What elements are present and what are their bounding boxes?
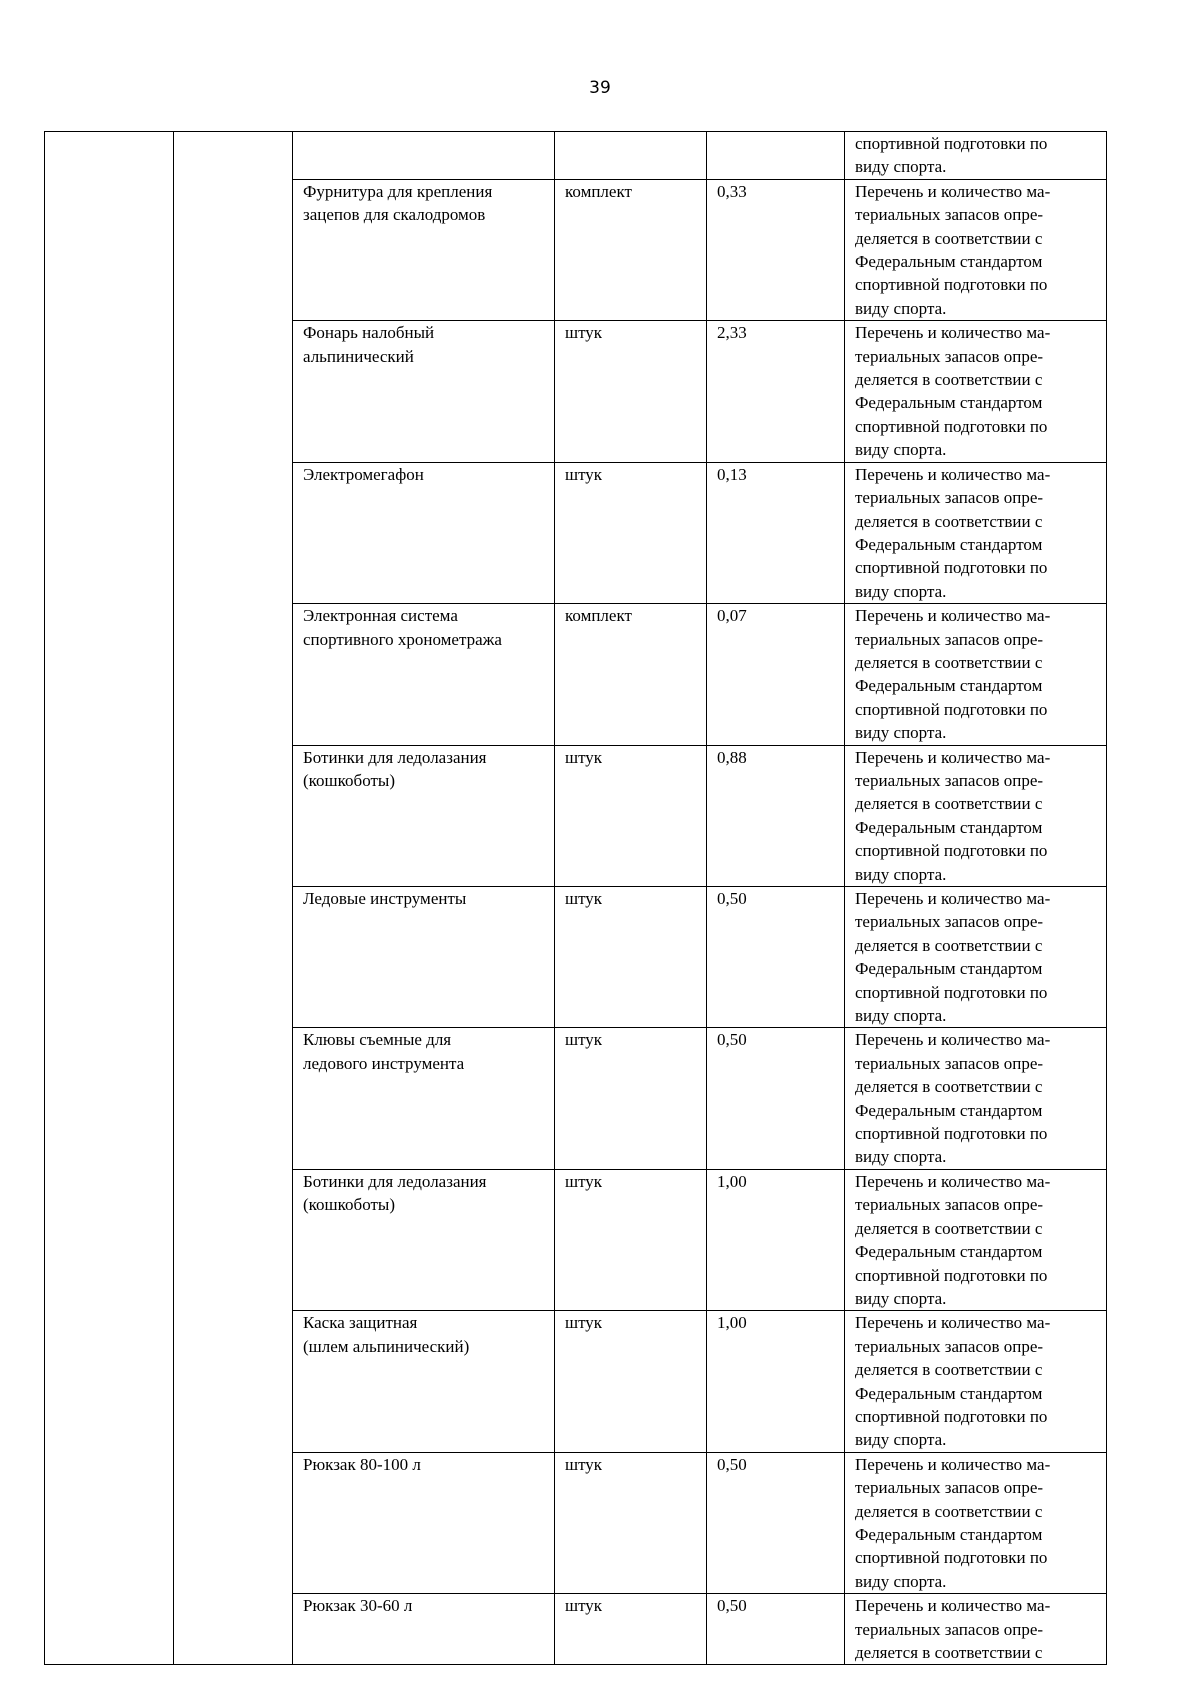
note-line: спортивной подготовки по (855, 134, 1048, 153)
note-line: деляется в соответствии с (855, 228, 1043, 248)
table-row-continuation (45, 132, 1107, 180)
note-line: спортивной подготовки по (855, 841, 1048, 861)
note-cell (845, 1311, 1107, 1452)
note-line: териальных запасов опре- (855, 346, 1044, 366)
note-line: Перечень и количество ма- (855, 323, 1051, 343)
name-line: спортивного хронометража (303, 629, 502, 649)
name-cell (293, 1594, 555, 1665)
note-line: Федеральным стандартом (855, 252, 1043, 272)
name-line: Рюкзак 80-100 л (303, 1454, 421, 1474)
note-line: териальных запасов опре- (855, 1619, 1044, 1639)
name-line: (кошкоботы) (303, 1195, 395, 1215)
note-cell (845, 179, 1107, 320)
unit-cell: штук (555, 1594, 707, 1665)
name-line: (шлем альпинический) (303, 1336, 470, 1356)
note-line: виду спорта. (855, 864, 947, 884)
note-cell (845, 132, 1107, 180)
note-line: Перечень и количество ма- (855, 1313, 1051, 1333)
name-line: зацепов для скалодромов (303, 205, 486, 225)
note-line: териальных запасов опре- (855, 488, 1044, 508)
name-line: (кошкоботы) (303, 770, 395, 790)
note-cell (845, 1452, 1107, 1593)
note-cell (845, 745, 1107, 886)
note-line: виду спорта. (855, 1571, 947, 1591)
unit-cell: штук (555, 1169, 707, 1310)
qty-cell: 0,13 (707, 462, 845, 603)
qty-cell: 2,33 (707, 321, 845, 462)
note-line: Федеральным стандартом (855, 1383, 1043, 1403)
note-line: виду спорта. (855, 723, 947, 743)
name-cell (293, 321, 555, 462)
note-line: спортивной подготовки по (855, 1406, 1048, 1426)
note-line: виду спорта. (855, 1006, 947, 1026)
qty-cell: 0,07 (707, 604, 845, 745)
qty-cell: 1,00 (707, 1169, 845, 1310)
qty-cell: 0,50 (707, 1452, 845, 1593)
name-line: Электромегафон (303, 464, 424, 484)
note-line: деляется в соответствии с (855, 370, 1043, 390)
note-line: деляется в соответствии с (855, 1360, 1043, 1380)
unit-cell (555, 132, 707, 180)
note-line: Перечень и количество ма- (855, 1030, 1051, 1050)
name-line: Фонарь налобный (303, 323, 435, 343)
note-line: Перечень и количество ма- (855, 1596, 1051, 1616)
name-cell (293, 462, 555, 603)
name-cell (293, 1169, 555, 1310)
note-line: Федеральным стандартом (855, 1100, 1043, 1120)
unit-cell: штук (555, 745, 707, 886)
note-cell (845, 604, 1107, 745)
name-line: Клювы съемные для (303, 1030, 452, 1050)
note-line: виду спорта. (855, 298, 947, 318)
note-line: виду спорта. (855, 157, 947, 177)
name-line: Каска защитная (303, 1313, 418, 1333)
note-line: деляется в соответствии с (855, 652, 1043, 672)
note-line: спортивной подготовки по (855, 1124, 1048, 1144)
page-number: 39 (589, 78, 611, 98)
name-cell (293, 1452, 555, 1593)
name-line: Электронная система (303, 606, 458, 626)
note-line: Федеральным стандартом (855, 1242, 1043, 1262)
name-cell (293, 1028, 555, 1169)
note-line: териальных запасов опре- (855, 770, 1044, 790)
note-line: териальных запасов опре- (855, 912, 1044, 932)
note-line: деляется в соответствии с (855, 1218, 1043, 1238)
note-cell (845, 1594, 1107, 1665)
note-line: Федеральным стандартом (855, 1524, 1043, 1544)
note-line: виду спорта. (855, 440, 947, 460)
name-cell (293, 1311, 555, 1452)
note-line: спортивной подготовки по (855, 275, 1048, 295)
note-line: виду спорта. (855, 1430, 947, 1450)
unit-cell: комплект (555, 604, 707, 745)
note-line: териальных запасов опре- (855, 629, 1044, 649)
name-line: Ботинки для ледолазания (303, 747, 487, 767)
qty-cell: 0,50 (707, 1594, 845, 1665)
qty-cell: 0,50 (707, 1028, 845, 1169)
name-line: Ботинки для ледолазания (303, 1171, 487, 1191)
note-line: Перечень и количество ма- (855, 747, 1051, 767)
note-line: Федеральным стандартом (855, 393, 1043, 413)
note-line: Федеральным стандартом (855, 676, 1043, 696)
note-line: спортивной подготовки по (855, 416, 1048, 436)
unit-cell: комплект (555, 179, 707, 320)
note-line: спортивной подготовки по (855, 982, 1048, 1002)
note-line: териальных запасов опре- (855, 1336, 1044, 1356)
note-line: териальных запасов опре- (855, 1053, 1044, 1073)
note-line: Перечень и количество ма- (855, 181, 1051, 201)
note-line: виду спорта. (855, 581, 947, 601)
unit-cell: штук (555, 1452, 707, 1593)
note-line: виду спорта. (855, 1288, 947, 1308)
name-cell (293, 132, 555, 180)
name-line: Фурнитура для крепления (303, 181, 493, 201)
note-line: спортивной подготовки по (855, 1548, 1048, 1568)
note-line: Перечень и количество ма- (855, 1454, 1051, 1474)
note-line: виду спорта. (855, 1147, 947, 1167)
merged-column-1 (45, 132, 174, 1665)
name-line: Ледовые инструменты (303, 889, 467, 908)
note-line: Федеральным стандартом (855, 959, 1043, 979)
note-cell (845, 1169, 1107, 1310)
note-line: Федеральным стандартом (855, 534, 1043, 554)
note-line: спортивной подготовки по (855, 699, 1048, 719)
note-line: териальных запасов опре- (855, 205, 1044, 225)
merged-column-2 (174, 132, 293, 1665)
qty-cell: 0,33 (707, 179, 845, 320)
unit-cell: штук (555, 462, 707, 603)
note-line: деляется в соответствии с (855, 1501, 1043, 1521)
qty-cell: 0,50 (707, 887, 845, 1028)
name-cell (293, 604, 555, 745)
note-line: Перечень и количество ма- (855, 889, 1051, 908)
qty-cell (707, 132, 845, 180)
unit-cell: штук (555, 321, 707, 462)
equipment-table (44, 131, 1107, 1665)
note-line: деляется в соответствии с (855, 935, 1043, 955)
name-line: ледового инструмента (303, 1053, 465, 1073)
note-line: деляется в соответствии с (855, 1077, 1043, 1097)
unit-cell: штук (555, 1028, 707, 1169)
note-line: Федеральным стандартом (855, 817, 1043, 837)
note-line: Перечень и количество ма- (855, 1171, 1051, 1191)
note-line: спортивной подготовки по (855, 558, 1048, 578)
name-line: альпинический (303, 346, 414, 366)
note-line: деляется в соответствии с (855, 511, 1043, 531)
unit-cell: штук (555, 887, 707, 1028)
note-line: териальных запасов опре- (855, 1478, 1044, 1498)
table-body (45, 132, 1107, 1665)
unit-cell: штук (555, 1311, 707, 1452)
qty-cell: 1,00 (707, 1311, 845, 1452)
name-cell (293, 745, 555, 886)
note-line: спортивной подготовки по (855, 1265, 1048, 1285)
name-line: Рюкзак 30-60 л (303, 1596, 413, 1616)
note-cell (845, 887, 1107, 1028)
note-cell (845, 1028, 1107, 1169)
note-line: Перечень и количество ма- (855, 606, 1051, 626)
note-line: деляется в соответствии с (855, 1643, 1043, 1662)
qty-cell: 0,88 (707, 745, 845, 886)
note-line: териальных запасов опре- (855, 1195, 1044, 1215)
note-line: Перечень и количество ма- (855, 464, 1051, 484)
name-cell (293, 887, 555, 1028)
name-cell (293, 179, 555, 320)
note-cell (845, 321, 1107, 462)
note-line: деляется в соответствии с (855, 794, 1043, 814)
note-cell (845, 462, 1107, 603)
